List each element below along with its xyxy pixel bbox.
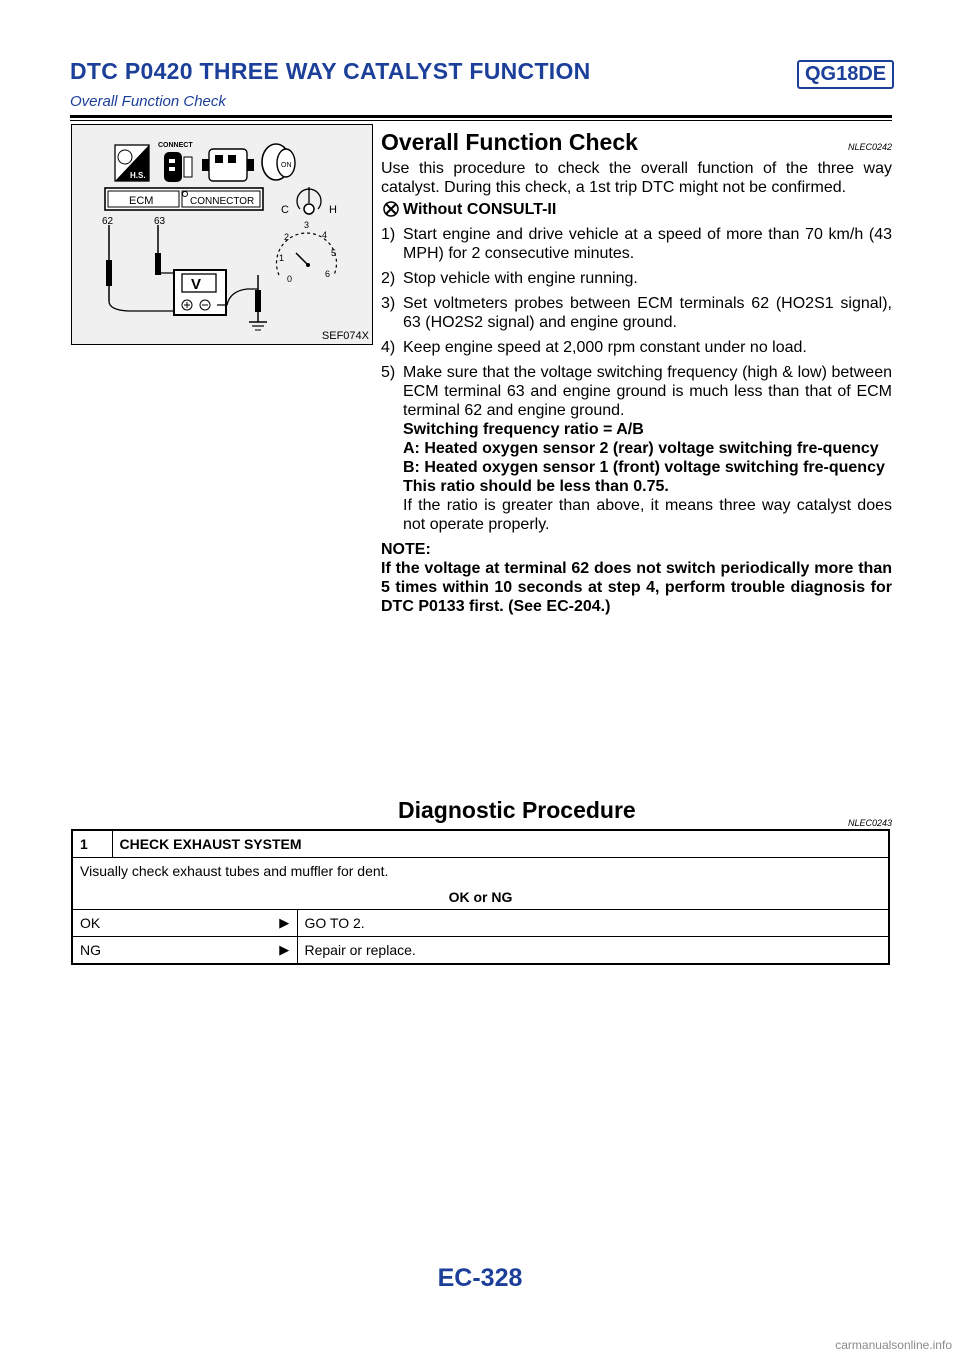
step-3: [381, 294, 892, 332]
svg-text:ON: ON: [281, 162, 292, 169]
intro-paragraph: Use this procedure to check the overall function of the three way catalyst. During this check, a 1st trip DTC might not be confirmed.: [381, 160, 892, 196]
watermark: carmanualsonline.info: [835, 1338, 952, 1352]
svg-text:H: H: [329, 204, 337, 216]
step-number: 2): [381, 270, 396, 287]
figure-code: SEF074X: [321, 330, 369, 342]
svg-text:62: 62: [102, 216, 114, 227]
diagnostic-step-header: [72, 830, 889, 858]
result-label: OK: [72, 910, 272, 937]
ratio-formula: Switching frequency ratio = A/B: [403, 421, 644, 438]
result-action: GO TO 2.: [297, 910, 889, 937]
step-text: Start engine and drive vehicle at a speed of more than 70 km/h (43 MPH) for 2 consecutive minutes.: [403, 226, 892, 262]
step-1: [381, 225, 892, 263]
diagnostic-result-row-ng: [72, 937, 889, 965]
svg-text:1: 1: [279, 253, 285, 263]
without-consult-icon: [381, 199, 401, 219]
ok-or-ng-label: OK or NG: [448, 889, 513, 905]
step-text: Make sure that the voltage switching frequency (high & low) between ECM terminal 63 and engine ground is much less than that of ECM terminal 62 and engine ground.: [403, 364, 892, 419]
svg-text:V: V: [191, 276, 202, 293]
diagnostic-table: [71, 829, 890, 965]
engine-icon: [202, 149, 254, 181]
overall-procedure: [381, 159, 892, 616]
result-label: NG: [72, 937, 272, 965]
page-number: EC-328: [437, 1264, 523, 1292]
svg-text:CONNECT: CONNECT: [158, 142, 193, 149]
step-2: [381, 269, 892, 288]
diagnostic-step-title: CHECK EXHAUST SYSTEM: [112, 830, 889, 858]
page-header-subtitle: Overall Function Check: [70, 93, 226, 110]
step-number: 3): [381, 295, 396, 312]
step-text: Stop vehicle with engine running.: [403, 270, 638, 287]
step-number: 5): [381, 364, 396, 381]
consult-mode-heading: [381, 199, 892, 219]
voltmeter-connection-figure: [71, 124, 373, 345]
ratio-consequence: If the ratio is greater than above, it means three way catalyst does not operate properly.: [403, 497, 892, 533]
result-action: Repair or replace.: [297, 937, 889, 965]
diagnostic-procedure-title: Diagnostic Procedure: [398, 797, 636, 823]
diagnostic-instruction: Visually check exhaust tubes and muffler for dent.: [80, 863, 389, 879]
header-rule: [70, 115, 892, 121]
svg-text:5: 5: [331, 248, 337, 258]
page-header-title: DTC P0420 THREE WAY CATALYST FUNCTION: [70, 58, 591, 84]
ratio-definition-a: A: Heated oxygen sensor 2 (rear) voltage switching fre-quency: [403, 440, 879, 457]
diagnostic-step-number: 1: [72, 830, 112, 858]
voltmeter-icon: [174, 270, 226, 315]
step-5-details: [381, 420, 892, 534]
voltmeter-connection-diagram: [72, 125, 372, 344]
step-text: Set voltmeters probes between ECM terminals 62 (HO2S1 signal), 63 (HO2S2 signal) and engine ground.: [403, 295, 892, 331]
step-number: 4): [381, 339, 396, 356]
tachometer-icon: [277, 220, 337, 284]
ratio-limit: This ratio should be less than 0.75.: [403, 478, 669, 495]
svg-text:ECM: ECM: [129, 195, 154, 207]
overall-section-code: NLEC0242: [848, 142, 893, 152]
temperature-gauge-icon: [281, 187, 337, 216]
ignition-key-icon: [262, 144, 295, 180]
svg-text:6: 6: [325, 269, 331, 279]
svg-text:0: 0: [287, 274, 293, 284]
step-5: [381, 363, 892, 420]
step-number: 1): [381, 226, 396, 243]
diagnostic-section-code: NLEC0243: [848, 818, 893, 828]
svg-text:4: 4: [322, 230, 328, 240]
svg-text:CONNECTOR: CONNECTOR: [190, 196, 255, 207]
ground-icon: [249, 322, 267, 330]
svg-text:H.S.: H.S.: [130, 171, 146, 180]
ratio-definition-b: B: Heated oxygen sensor 1 (front) voltage switching fre-quency: [403, 459, 885, 476]
step-4: [381, 338, 892, 357]
svg-text:2: 2: [284, 232, 290, 242]
engine-model-badge: QG18DE: [797, 60, 894, 89]
hs-icon: [115, 145, 149, 181]
svg-text:3: 3: [304, 220, 310, 230]
diagnostic-result-row-ok: [72, 910, 889, 937]
step-text: Keep engine speed at 2,000 rpm constant under no load.: [403, 339, 807, 356]
overall-function-check-title: Overall Function Check: [381, 129, 638, 155]
svg-text:63: 63: [154, 216, 166, 227]
note-label: NOTE:: [381, 541, 431, 558]
result-arrow-icon: ▶: [272, 937, 297, 965]
consult-mode-label: Without CONSULT-II: [403, 200, 557, 218]
diagnostic-instruction-row: [72, 858, 889, 910]
svg-text:C: C: [281, 204, 289, 216]
connector-plug-icon: [164, 152, 192, 182]
result-arrow-icon: ▶: [272, 910, 297, 937]
note-text: If the voltage at terminal 62 does not switch periodically more than 5 times within 10 seconds at step 4, perform trouble diagnosis for DTC P0133 first. (See EC-204.): [381, 560, 892, 615]
